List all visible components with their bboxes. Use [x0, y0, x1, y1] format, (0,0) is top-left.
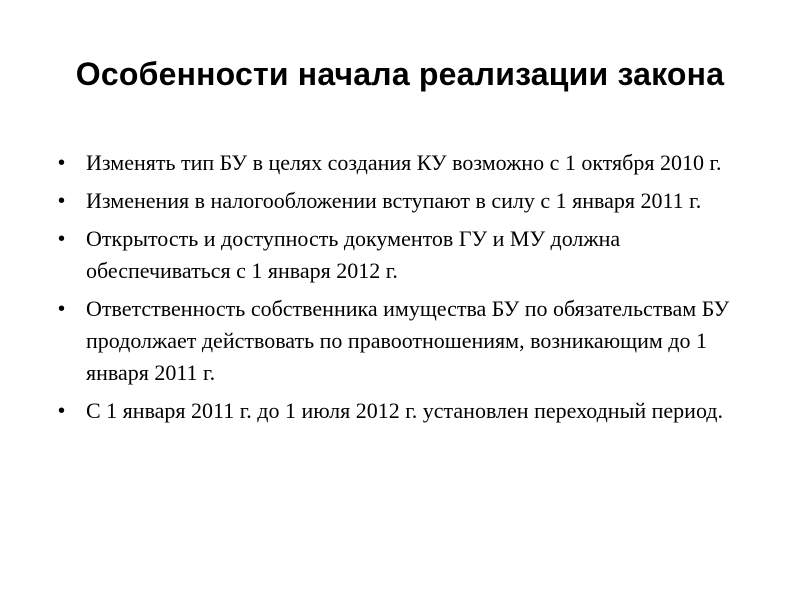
bullet-item-2 — [58, 185, 748, 217]
bullet-list — [58, 147, 748, 433]
bullet-item-5 — [58, 395, 748, 427]
bullet-item-4 — [58, 293, 748, 389]
bullet-icon: • — [58, 190, 66, 212]
bullet-text: Ответственность собственника имущества БУ по обязательствам БУ продолжает действовать по правоотношениям, возникающим до 1 января 2011 г. — [86, 296, 730, 385]
bullet-icon: • — [58, 228, 66, 250]
bullet-icon: • — [58, 400, 66, 422]
bullet-icon: • — [58, 152, 66, 174]
bullet-text: С 1 января 2011 г. до 1 июля 2012 г. установлен переходный период. — [86, 398, 724, 423]
bullet-text: Изменять тип БУ в целях создания КУ возможно с 1 октября 2010 г. — [86, 150, 722, 175]
slide-title: Особенности начала реализации закона — [75, 56, 725, 92]
bullet-icon: • — [58, 298, 66, 320]
bullet-text: Открытость и доступность документов ГУ и МУ должна обеспечиваться с 1 января 2012 г. — [86, 226, 621, 283]
bullet-text: Изменения в налогообложении вступают в силу с 1 января 2011 г. — [86, 188, 702, 213]
bullet-item-1 — [58, 147, 748, 179]
bullet-item-3 — [58, 223, 748, 287]
